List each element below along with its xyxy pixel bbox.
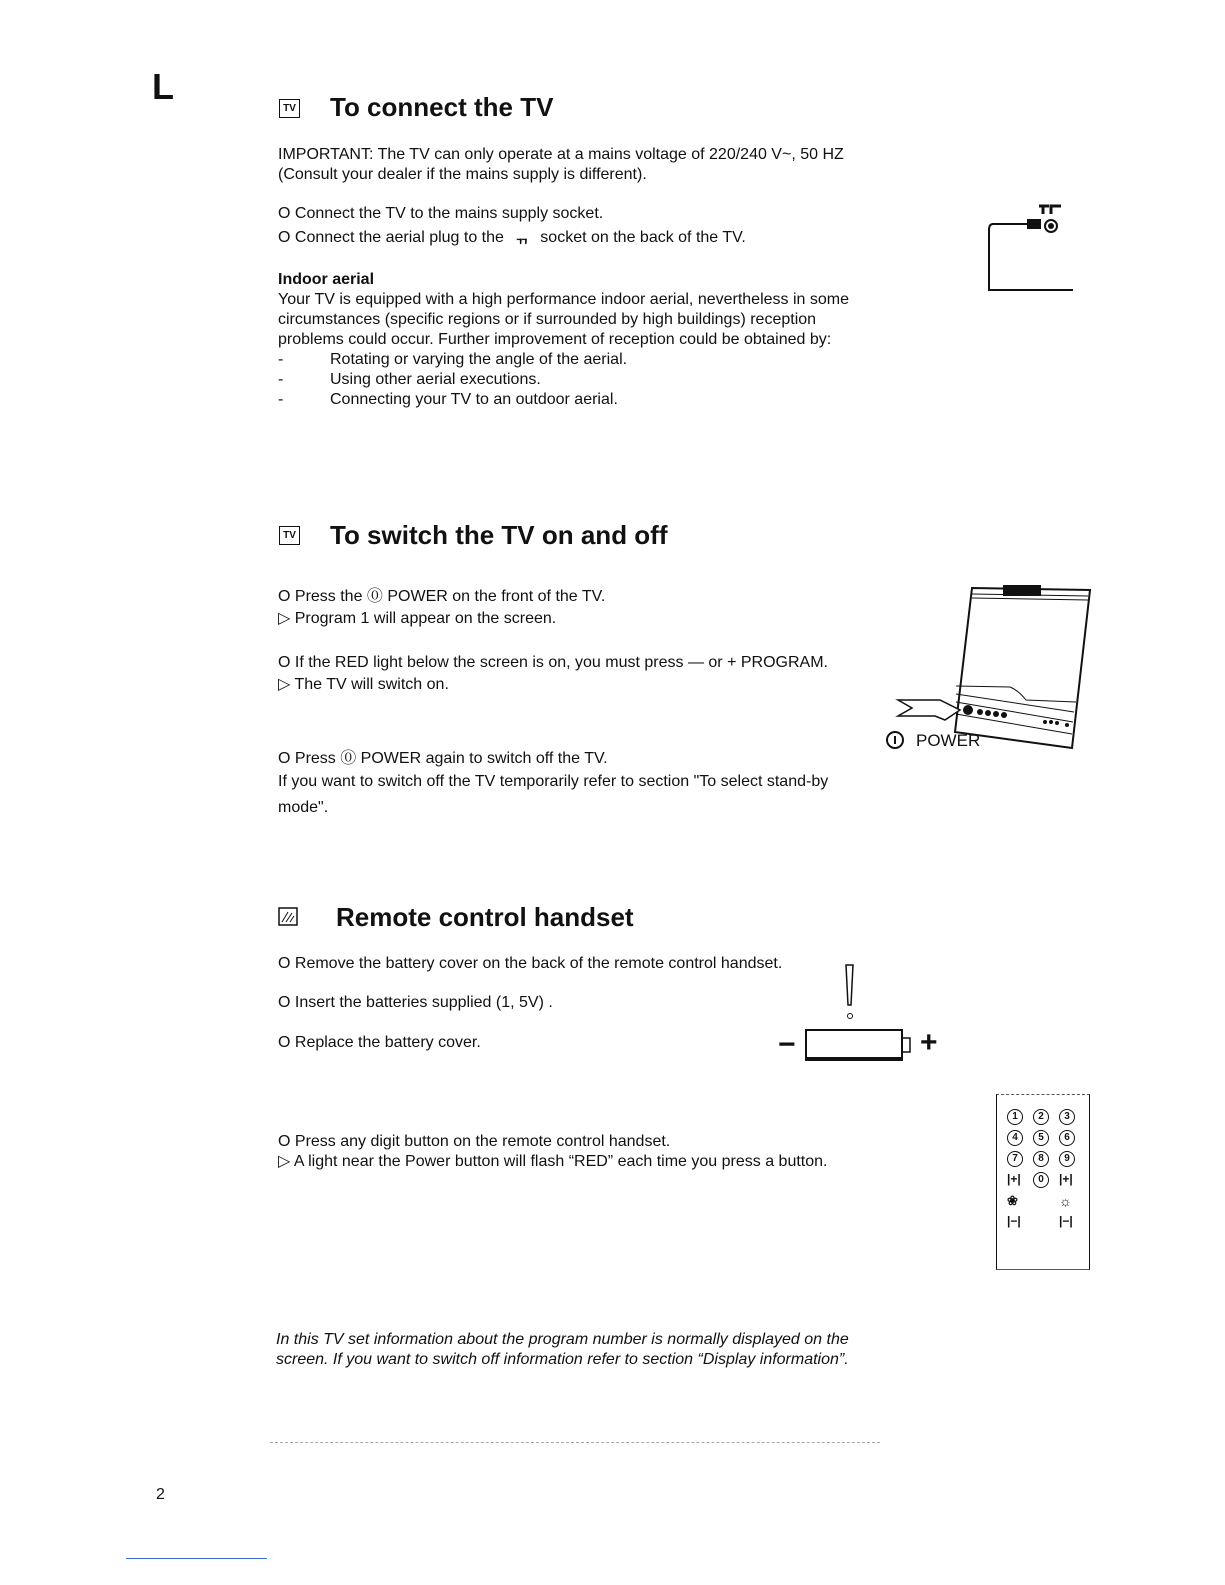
section-title: To switch the TV on and off	[330, 520, 668, 550]
remote-key: 6	[1059, 1130, 1075, 1146]
important-note: IMPORTANT: The TV can only operate at a mains voltage of 220/240 V~, 50 HZ	[278, 146, 844, 163]
step: O Press the ⓪ POWER on the front of the TV.	[278, 588, 606, 605]
step	[278, 228, 746, 248]
tv-icon: TV	[279, 526, 300, 545]
step: O Replace the battery cover.	[278, 1034, 481, 1051]
bullet-dash: -	[278, 351, 284, 368]
paragraph: If you want to switch off the TV temporarily refer to section "To select stand-by	[278, 773, 829, 790]
step-text: O Connect the aerial plug to the	[278, 229, 504, 246]
bullet-item: Using other aerial executions.	[330, 371, 541, 388]
remote-key: 9	[1059, 1151, 1075, 1167]
battery-illustration	[800, 960, 915, 1065]
step: O Insert the batteries supplied (1, 5V) .	[278, 994, 553, 1011]
remote-key: 7	[1007, 1151, 1023, 1167]
remote-key: 1	[1007, 1109, 1023, 1125]
remote-icon	[278, 907, 298, 927]
program-plus-key: |+|	[1007, 1172, 1021, 1186]
result: ▷ A light near the Power button will flash “RED” each time you press a button.	[278, 1153, 828, 1170]
figure-label: POWER	[916, 731, 981, 750]
volume-plus-key: |+|	[1059, 1172, 1073, 1186]
plus-sign: +	[920, 1026, 938, 1059]
tv-front-illustration	[890, 582, 1100, 752]
result: ▷ Program 1 will appear on the screen.	[278, 610, 557, 627]
step-text: socket on the back of the TV.	[540, 229, 746, 246]
bullet-dash: -	[278, 391, 284, 408]
corner-mark: L	[152, 66, 174, 107]
bullet-item: Connecting your TV to an outdoor aerial.	[330, 391, 618, 408]
bullet-item: Rotating or varying the angle of the aerial.	[330, 351, 628, 368]
brightness-key-icon: ☼	[1059, 1193, 1072, 1209]
step: O Remove the battery cover on the back of the remote control handset.	[278, 955, 783, 972]
remote-key: 2	[1033, 1109, 1049, 1125]
section-title: Remote control handset	[336, 902, 634, 932]
power-symbol-icon	[886, 731, 904, 749]
remote-illustration	[996, 1094, 1090, 1270]
remote-key: 0	[1033, 1172, 1049, 1188]
italic-note: In this TV set information about the program number is normally displayed on the	[276, 1331, 849, 1348]
colour-key-icon: ❀	[1007, 1193, 1018, 1208]
step: O Press any digit button on the remote control handset.	[278, 1133, 671, 1150]
paragraph: problems could occur. Further improvement of reception could be obtained by:	[278, 331, 832, 348]
scan-edge-line	[126, 1558, 267, 1559]
step: O Connect the TV to the mains supply socket.	[278, 205, 604, 222]
subheading: Indoor aerial	[278, 271, 375, 288]
minus-sign: −	[778, 1028, 796, 1061]
aerial-socket-illustration	[985, 200, 1080, 295]
aerial-socket-icon: ᆩ	[514, 229, 530, 246]
volume-minus-key: |−|	[1059, 1214, 1073, 1228]
section-title: To connect the TV	[330, 92, 554, 122]
remote-key: 3	[1059, 1109, 1075, 1125]
remote-key: 5	[1033, 1130, 1049, 1146]
page-number: 2	[156, 1486, 165, 1503]
step: O If the RED light below the screen is on, you must press — or + PROGRAM.	[278, 654, 828, 671]
tv-icon: TV	[279, 99, 300, 118]
remote-key: 8	[1033, 1151, 1049, 1167]
important-note: (Consult your dealer if the mains supply is different).	[278, 166, 647, 183]
paragraph: Your TV is equipped with a high performance indoor aerial, nevertheless in some	[278, 291, 849, 308]
italic-note: screen. If you want to switch off information refer to section “Display information”.	[276, 1351, 849, 1368]
bullet-dash: -	[278, 371, 284, 388]
step: O Press ⓪ POWER again to switch off the TV.	[278, 750, 608, 767]
remote-key: 4	[1007, 1130, 1023, 1146]
program-minus-key: |−|	[1007, 1214, 1021, 1228]
scan-noise-line	[270, 1442, 880, 1443]
paragraph: mode".	[278, 799, 329, 816]
result: ▷ The TV will switch on.	[278, 676, 449, 693]
paragraph: circumstances (specific regions or if surrounded by high buildings) reception	[278, 311, 817, 328]
